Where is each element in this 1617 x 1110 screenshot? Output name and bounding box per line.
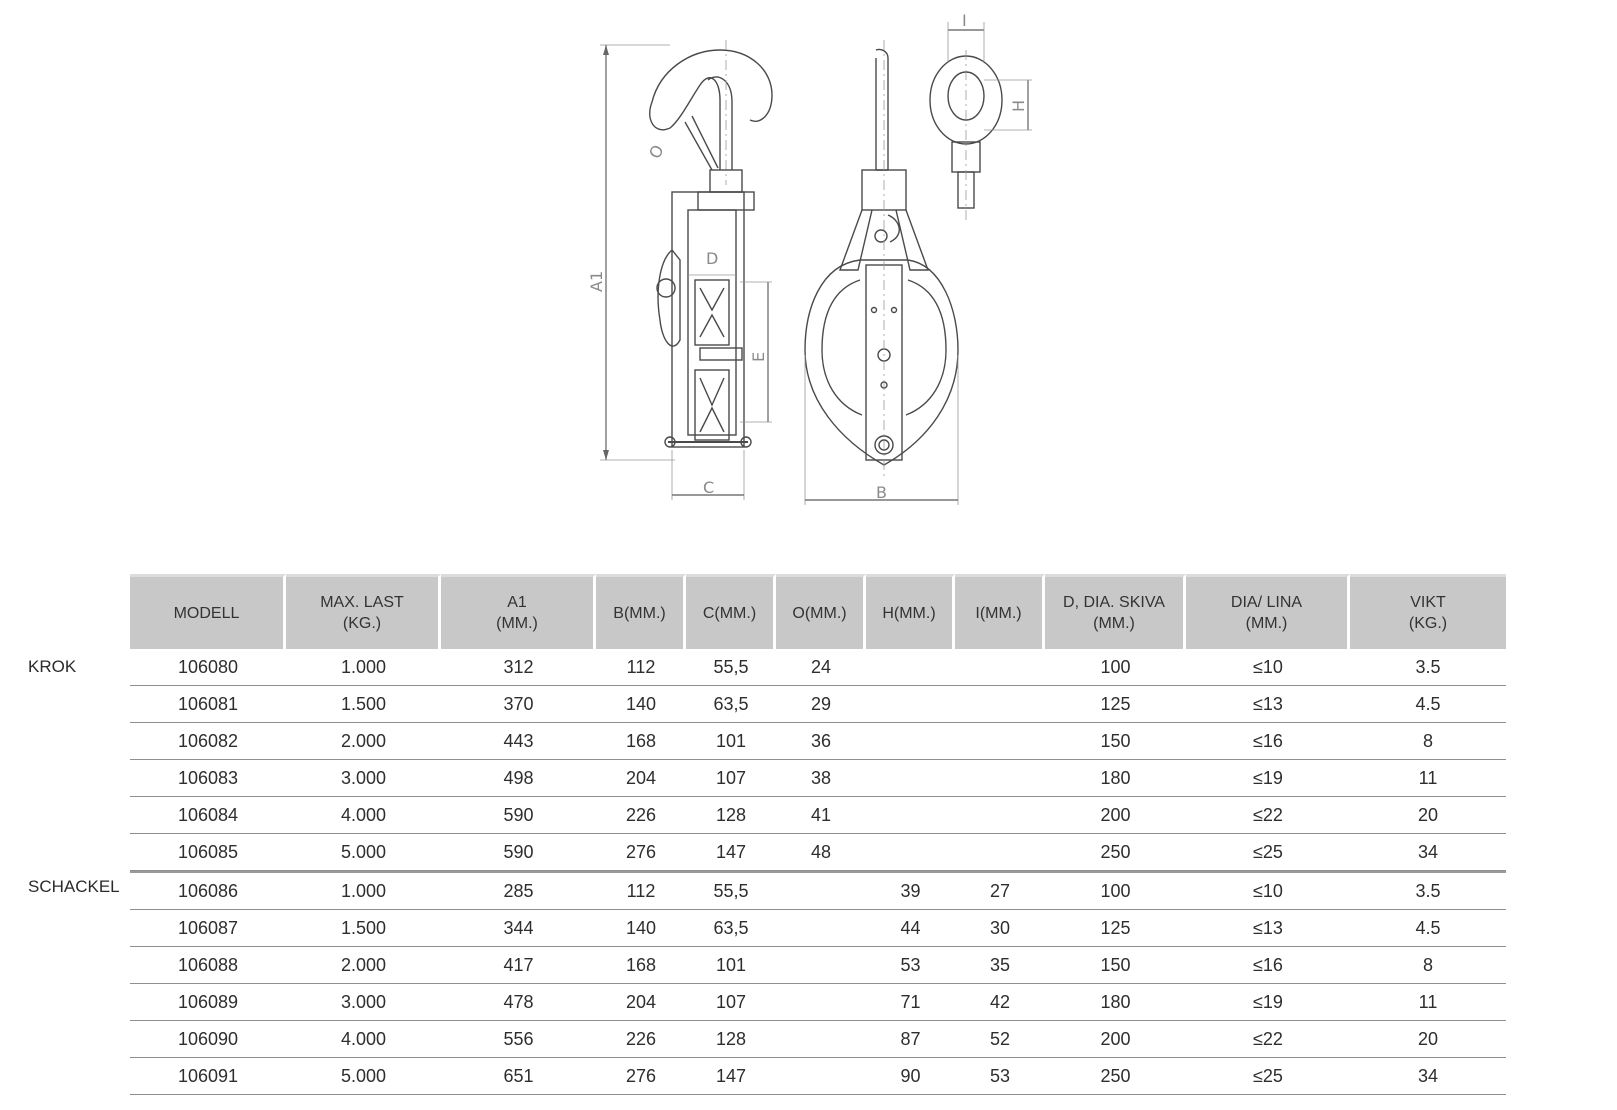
cell-d-dia-skiva: 150: [1045, 723, 1186, 760]
cell-vikt: 3.5: [1350, 871, 1506, 910]
cell-max-last: 4.000: [286, 1021, 441, 1058]
cell-d-dia-skiva: 150: [1045, 947, 1186, 984]
cell-modell: 106088: [130, 947, 286, 984]
cell-a1: 556: [441, 1021, 596, 1058]
cell-vikt: 4.5: [1350, 686, 1506, 723]
cell-c: 101: [686, 723, 776, 760]
cell-dia-lina: ≤10: [1186, 871, 1350, 910]
cell-max-last: 2.000: [286, 947, 441, 984]
table-header-row: [130, 574, 1506, 649]
cell-vikt: 8: [1350, 723, 1506, 760]
cell-max-last: 5.000: [286, 1058, 441, 1095]
cell-i: 53: [955, 1058, 1045, 1095]
cell-a1: 590: [441, 834, 596, 871]
dim-label-a1: A1: [587, 270, 606, 292]
cell-b: 204: [596, 984, 686, 1021]
cell-h: [866, 834, 955, 871]
cell-i: [955, 723, 1045, 760]
cell-d-dia-skiva: 100: [1045, 649, 1186, 686]
table-row: [130, 1058, 1506, 1095]
cell-a1: 312: [441, 649, 596, 686]
col-header-modell: MODELL: [130, 574, 286, 649]
col-header-max-last: MAX. LAST (KG.): [286, 574, 441, 649]
dim-label-h: H: [1009, 99, 1028, 112]
cell-i: [955, 760, 1045, 797]
cell-vikt: 34: [1350, 1058, 1506, 1095]
cell-modell: 106082: [130, 723, 286, 760]
cell-o: [776, 1021, 866, 1058]
cell-d-dia-skiva: 250: [1045, 1058, 1186, 1095]
cell-d-dia-skiva: 180: [1045, 760, 1186, 797]
col-header-h: H(MM.): [866, 574, 955, 649]
cell-vikt: 3.5: [1350, 649, 1506, 686]
cell-b: 168: [596, 947, 686, 984]
cell-a1: 417: [441, 947, 596, 984]
cell-o: [776, 947, 866, 984]
cell-b: 276: [596, 834, 686, 871]
cell-h: [866, 723, 955, 760]
cell-o: [776, 910, 866, 947]
cell-dia-lina: ≤25: [1186, 1058, 1350, 1095]
cell-modell: 106083: [130, 760, 286, 797]
cell-h: 44: [866, 910, 955, 947]
cell-modell: 106084: [130, 797, 286, 834]
cell-b: 276: [596, 1058, 686, 1095]
cell-i: 52: [955, 1021, 1045, 1058]
cell-dia-lina: ≤19: [1186, 760, 1350, 797]
cell-c: 55,5: [686, 649, 776, 686]
col-header-o: O(MM.): [776, 574, 866, 649]
cell-d-dia-skiva: 200: [1045, 1021, 1186, 1058]
cell-c: 101: [686, 947, 776, 984]
cell-dia-lina: ≤13: [1186, 686, 1350, 723]
cell-i: [955, 649, 1045, 686]
col-header-vikt: VIKT (KG.): [1350, 574, 1506, 649]
col-header-b: B(MM.): [596, 574, 686, 649]
cell-o: 38: [776, 760, 866, 797]
cell-c: 147: [686, 834, 776, 871]
cell-max-last: 1.500: [286, 910, 441, 947]
cell-b: 226: [596, 1021, 686, 1058]
cell-a1: 370: [441, 686, 596, 723]
cell-i: 27: [955, 871, 1045, 910]
cell-d-dia-skiva: 125: [1045, 910, 1186, 947]
cell-o: 41: [776, 797, 866, 834]
cell-h: 39: [866, 871, 955, 910]
snatch-block-drawing: [587, 10, 1100, 530]
cell-dia-lina: ≤22: [1186, 797, 1350, 834]
cell-o: 24: [776, 649, 866, 686]
dim-label-b: B: [876, 483, 887, 502]
cell-c: 128: [686, 1021, 776, 1058]
cell-max-last: 4.000: [286, 797, 441, 834]
cell-h: [866, 686, 955, 723]
cell-d-dia-skiva: 250: [1045, 834, 1186, 871]
group-label-krok: KROK: [28, 657, 77, 676]
col-header-dia-lina: DIA/ LINA (MM.): [1186, 574, 1350, 649]
cell-b: 168: [596, 723, 686, 760]
spec-table: [130, 574, 1506, 1095]
cell-b: 204: [596, 760, 686, 797]
cell-a1: 590: [441, 797, 596, 834]
cell-c: 107: [686, 984, 776, 1021]
cell-a1: 478: [441, 984, 596, 1021]
table-row: [130, 871, 1506, 910]
cell-vikt: 11: [1350, 760, 1506, 797]
cell-dia-lina: ≤16: [1186, 723, 1350, 760]
cell-o: 48: [776, 834, 866, 871]
cell-max-last: 1.000: [286, 649, 441, 686]
cell-vikt: 34: [1350, 834, 1506, 871]
cell-d-dia-skiva: 125: [1045, 686, 1186, 723]
table-row: [130, 947, 1506, 984]
col-header-i: I(MM.): [955, 574, 1045, 649]
cell-o: 29: [776, 686, 866, 723]
table-row: [130, 797, 1506, 834]
cell-i: [955, 686, 1045, 723]
cell-h: 90: [866, 1058, 955, 1095]
cell-vikt: 20: [1350, 1021, 1506, 1058]
cell-h: 87: [866, 1021, 955, 1058]
cell-c: 55,5: [686, 871, 776, 910]
cell-a1: 285: [441, 871, 596, 910]
table-row: [130, 834, 1506, 871]
cell-i: 42: [955, 984, 1045, 1021]
col-header-d-dia-skiva: D, DIA. SKIVA (MM.): [1045, 574, 1186, 649]
cell-dia-lina: ≤16: [1186, 947, 1350, 984]
cell-d-dia-skiva: 200: [1045, 797, 1186, 834]
cell-c: 63,5: [686, 910, 776, 947]
cell-vikt: 8: [1350, 947, 1506, 984]
cell-b: 226: [596, 797, 686, 834]
cell-max-last: 1.500: [286, 686, 441, 723]
cell-b: 112: [596, 649, 686, 686]
col-header-a1: A1 (MM.): [441, 574, 596, 649]
cell-modell: 106089: [130, 984, 286, 1021]
cell-c: 63,5: [686, 686, 776, 723]
dim-label-o: O: [645, 141, 668, 162]
col-header-c: C(MM.): [686, 574, 776, 649]
cell-modell: 106086: [130, 871, 286, 910]
table-row: [130, 649, 1506, 686]
cell-b: 140: [596, 910, 686, 947]
dim-label-i: I: [962, 11, 967, 30]
cell-o: 36: [776, 723, 866, 760]
cell-h: [866, 649, 955, 686]
table-row: [130, 686, 1506, 723]
cell-max-last: 1.000: [286, 871, 441, 910]
cell-dia-lina: ≤13: [1186, 910, 1350, 947]
cell-max-last: 2.000: [286, 723, 441, 760]
cell-c: 107: [686, 760, 776, 797]
cell-modell: 106081: [130, 686, 286, 723]
cell-o: [776, 984, 866, 1021]
cell-b: 112: [596, 871, 686, 910]
cell-i: 30: [955, 910, 1045, 947]
cell-h: 53: [866, 947, 955, 984]
cell-max-last: 3.000: [286, 984, 441, 1021]
cell-c: 147: [686, 1058, 776, 1095]
cell-modell: 106085: [130, 834, 286, 871]
table-row: [130, 984, 1506, 1021]
cell-vikt: 20: [1350, 797, 1506, 834]
dim-label-d: D: [706, 249, 719, 268]
cell-dia-lina: ≤19: [1186, 984, 1350, 1021]
dim-label-e: E: [749, 351, 768, 362]
dim-label-c: C: [703, 478, 715, 497]
cell-max-last: 5.000: [286, 834, 441, 871]
cell-b: 140: [596, 686, 686, 723]
cell-dia-lina: ≤22: [1186, 1021, 1350, 1058]
cell-i: 35: [955, 947, 1045, 984]
cell-vikt: 4.5: [1350, 910, 1506, 947]
group-label-schackel: SCHACKEL: [28, 877, 120, 896]
cell-a1: 498: [441, 760, 596, 797]
table-row: [130, 1021, 1506, 1058]
cell-dia-lina: ≤10: [1186, 649, 1350, 686]
table-row: [130, 910, 1506, 947]
cell-h: [866, 760, 955, 797]
cell-h: 71: [866, 984, 955, 1021]
cell-modell: 106087: [130, 910, 286, 947]
cell-vikt: 11: [1350, 984, 1506, 1021]
cell-modell: 106080: [130, 649, 286, 686]
cell-h: [866, 797, 955, 834]
cell-a1: 651: [441, 1058, 596, 1095]
cell-i: [955, 797, 1045, 834]
cell-d-dia-skiva: 100: [1045, 871, 1186, 910]
cell-o: [776, 871, 866, 910]
cell-a1: 344: [441, 910, 596, 947]
cell-a1: 443: [441, 723, 596, 760]
table-body: [130, 649, 1506, 1095]
table-row: [130, 723, 1506, 760]
cell-dia-lina: ≤25: [1186, 834, 1350, 871]
cell-max-last: 3.000: [286, 760, 441, 797]
cell-i: [955, 834, 1045, 871]
table-row: [130, 760, 1506, 797]
cell-o: [776, 1058, 866, 1095]
cell-modell: 106090: [130, 1021, 286, 1058]
cell-modell: 106091: [130, 1058, 286, 1095]
cell-c: 128: [686, 797, 776, 834]
cell-d-dia-skiva: 180: [1045, 984, 1186, 1021]
